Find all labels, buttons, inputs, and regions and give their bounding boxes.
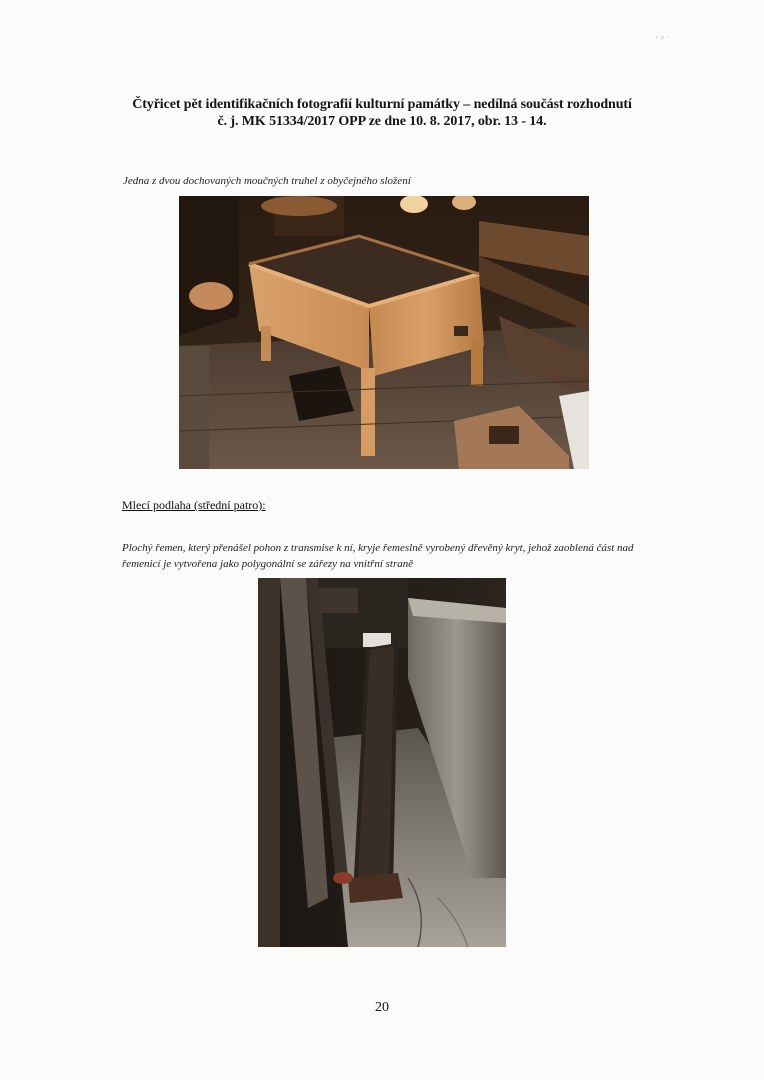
photo-belt-cover — [258, 578, 506, 947]
scan-artifact-icon: · ⸗ · — [655, 33, 670, 43]
photo-2-caption: Plochý řemen, který přenášel pohon z transmise k ní, kryje řemeslně vyrobený dřevěný kryt, jehož zaoblená část nad řemenicí je vytvořena jako polygonální se zářezy na vnitřní straně — [122, 542, 634, 570]
page-number: 20 — [375, 1000, 389, 1015]
photo-flour-chest — [179, 196, 589, 469]
section-heading: Mlecí podlaha (střední patro): — [122, 498, 266, 512]
document-title — [60, 96, 704, 130]
title-line-2: č. j. MK 51334/2017 OPP ze dne 10. 8. 2017, obr. 13 - 14. — [217, 114, 547, 129]
title-line-1: Čtyřicet pět identifikačních fotografií kulturní památky – nedílná součást rozhodnutí — [132, 97, 632, 112]
photo-1-caption: Jedna z dvou dochovaných moučných truhel z obyčejného složení — [123, 175, 411, 187]
